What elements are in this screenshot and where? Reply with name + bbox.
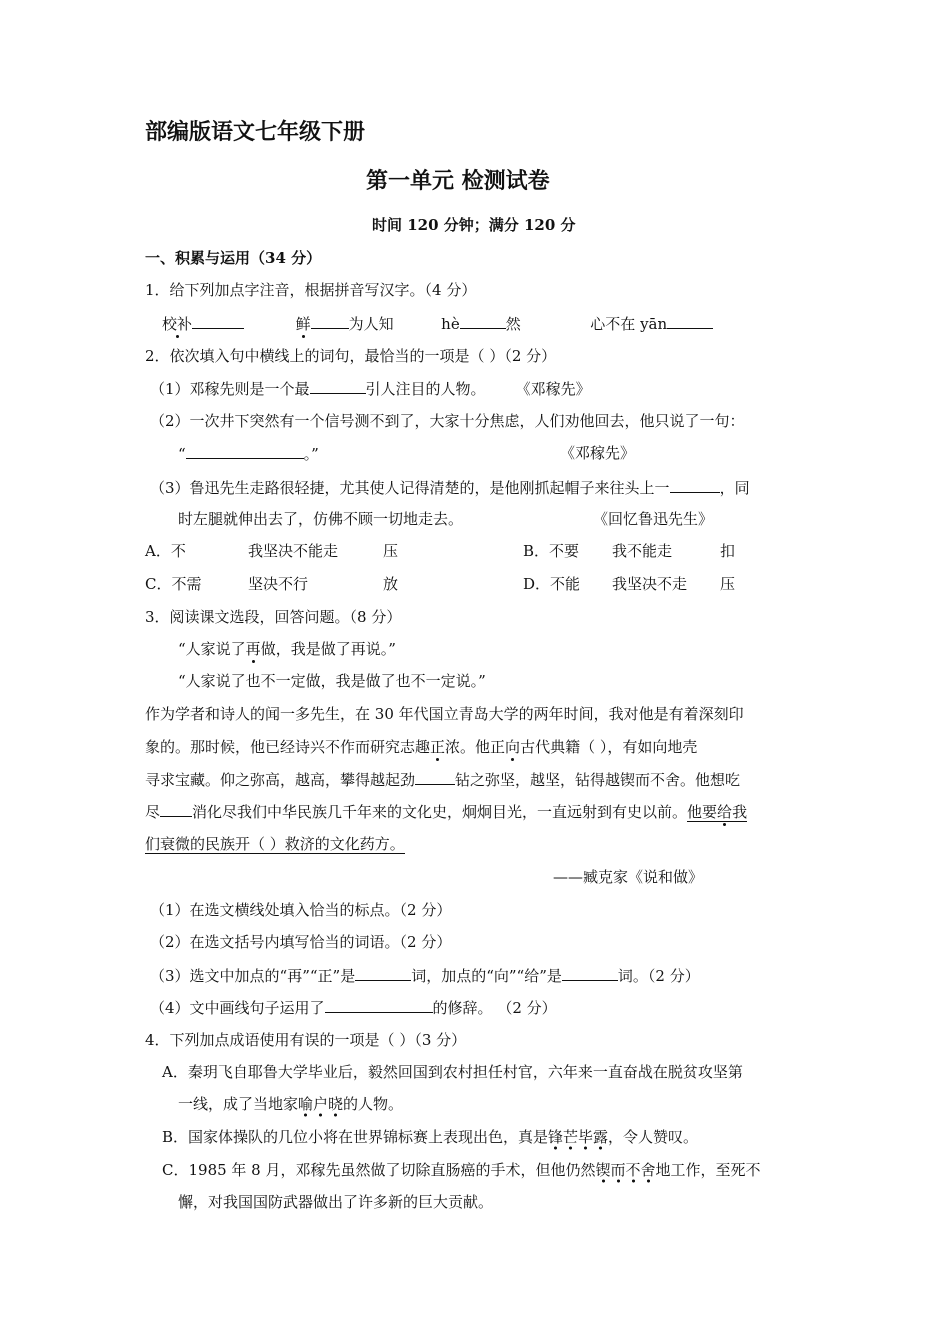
q4-option-a[interactable]: A．秦玥飞自耶鲁大学毕业后，毅然回国到农村担任村官，六年来一直奋战在脱贫攻坚第 <box>162 1063 743 1081</box>
underlined-sentence: 们衰微的民族开（ ）救济的文化药方。 <box>145 835 405 853</box>
blank[interactable] <box>460 312 506 329</box>
q3-sub-4: （4）文中画线句子运用了 的修辞。 （2 分） <box>150 996 557 1019</box>
q4-option-b[interactable]: B．国家体操队的几位小将在世界锦标赛上表现出色，真是锋芒毕露，令人赞叹。 <box>162 1126 698 1148</box>
q1-item-1: 校补 <box>162 315 193 333</box>
q2-s2-quote: “ 。” <box>178 442 319 465</box>
q2-option-d[interactable]: D．不能 我坚决不走 压 <box>523 575 736 593</box>
blank[interactable] <box>670 476 720 493</box>
q1-item-2: 鲜 <box>295 315 311 333</box>
unit-title: 第一单元 检测试卷 <box>366 168 550 194</box>
q3-source: ——臧克家《说和做》 <box>553 868 704 886</box>
q1-item-3: hè <box>441 315 460 333</box>
underlined-sentence: 他要给我 <box>687 803 748 821</box>
exam-meta: 时间 120 分钟；满分 120 分 <box>372 216 576 234</box>
q2-option-c[interactable]: C．不需 坚决不行 放 <box>145 575 399 593</box>
q3-passage-line <box>145 833 405 855</box>
q4-option-c[interactable]: C．1985 年 8 月，邓稼先虽然做了切除直肠癌的手术，但他仍然锲而不舍地工作，至死不 <box>162 1159 761 1181</box>
q4-option-c-cont: 懈，对我国国防武器做出了许多新的巨大贡献。 <box>178 1193 494 1211</box>
q2-s1: （1）邓稼先则是一个最 引人注目的人物。 《邓稼先》 <box>150 377 591 400</box>
q2-s2-source: 《邓稼先》 <box>560 444 636 462</box>
blank[interactable] <box>192 312 244 329</box>
q3-quote-2: “人家说了也不一定做，我是做了也不一定说。” <box>178 672 486 690</box>
q3-sub-3: （3）选文中加点的“再”“正”是 词，加点的“向”“给”是 词。（2 分） <box>150 964 700 987</box>
dotted-idiom: 锲而不舍 <box>596 1161 656 1184</box>
q1-item-4: 心不在 yān <box>590 315 668 333</box>
q2-s2: （2）一次井下突然有一个信号测不到了，大家十分焦虑，人们劝他回去，他只说了一句： <box>150 412 745 430</box>
q2-stem: 2．依次填入句中横线上的词句，最恰当的一项是（ ）（2 分） <box>145 347 557 365</box>
q1-item-3b: 然 <box>505 315 521 333</box>
blank[interactable] <box>562 964 618 981</box>
q3-quote-1: “人家说了再做，我是做了再说。” <box>178 640 396 658</box>
q2-option-a[interactable]: A．不 我坚决不能走 压 <box>145 542 399 560</box>
blank[interactable] <box>311 312 349 329</box>
q2-s1-source: 《邓稼先》 <box>515 380 591 398</box>
blank[interactable] <box>186 442 304 459</box>
blank[interactable] <box>667 312 713 329</box>
q3-sub-1: （1）在选文横线处填入恰当的标点。（2 分） <box>150 901 452 919</box>
q4-stem: 4．下列加点成语使用有误的一项是（ ）（3 分） <box>145 1031 467 1049</box>
q3-passage-line: 寻求宝藏。仰之弥高，越高，攀得越起劲 钻之弥坚，越坚，钻得越锲而不舍。他想吃 <box>145 768 740 791</box>
section-title: 一、积累与运用（34 分） <box>145 249 322 267</box>
blank[interactable] <box>325 996 433 1013</box>
q2-s3: （3）鲁迅先生走路很轻捷，尤其使人记得清楚的，是他刚抓起帽子来往头上一 ，同 <box>150 476 750 499</box>
q2-option-b[interactable]: B．不要 我不能走 扣 <box>523 542 736 560</box>
q1-stem: 1．给下列加点字注音，根据拼音写汉字。（4 分） <box>145 281 477 299</box>
q3-sub-2: （2）在选文括号内填写恰当的词语。（2 分） <box>150 933 452 951</box>
blank[interactable] <box>310 377 366 394</box>
dotted-idiom: 锋芒毕露 <box>548 1128 608 1151</box>
blank[interactable] <box>415 768 455 785</box>
book-title: 部编版语文七年级下册 <box>145 119 366 145</box>
q2-s3-source: 《回忆鲁迅先生》 <box>593 510 714 528</box>
q4-option-a-cont: 一线，成了当地家喻户晓的人物。 <box>178 1093 403 1115</box>
dotted-idiom: 喻户晓 <box>298 1095 343 1118</box>
q1-item-2b: 为人知 <box>348 315 394 333</box>
q3-passage-line: 尽 消化尽我们中华民族几千年来的文化史，炯炯目光，一直远射到有史以前。他要给我 <box>145 800 747 823</box>
q1-items <box>162 312 713 335</box>
q2-s3-cont: 时左腿就伸出去了，仿佛不顾一切地走去。 <box>178 510 464 528</box>
blank[interactable] <box>160 800 192 817</box>
blank[interactable] <box>355 964 411 981</box>
q3-passage-line: 作为学者和诗人的闻一多先生，在 30 年代国立青岛大学的两年时间，我对他是有着深刻印 <box>145 705 744 723</box>
q3-passage-line: 象的。那时候，他已经诗兴不作而研究志趣正浓。他正向古代典籍（ ），有如向地壳 <box>145 738 698 756</box>
q3-stem: 3．阅读课文选段，回答问题。（8 分） <box>145 608 402 626</box>
